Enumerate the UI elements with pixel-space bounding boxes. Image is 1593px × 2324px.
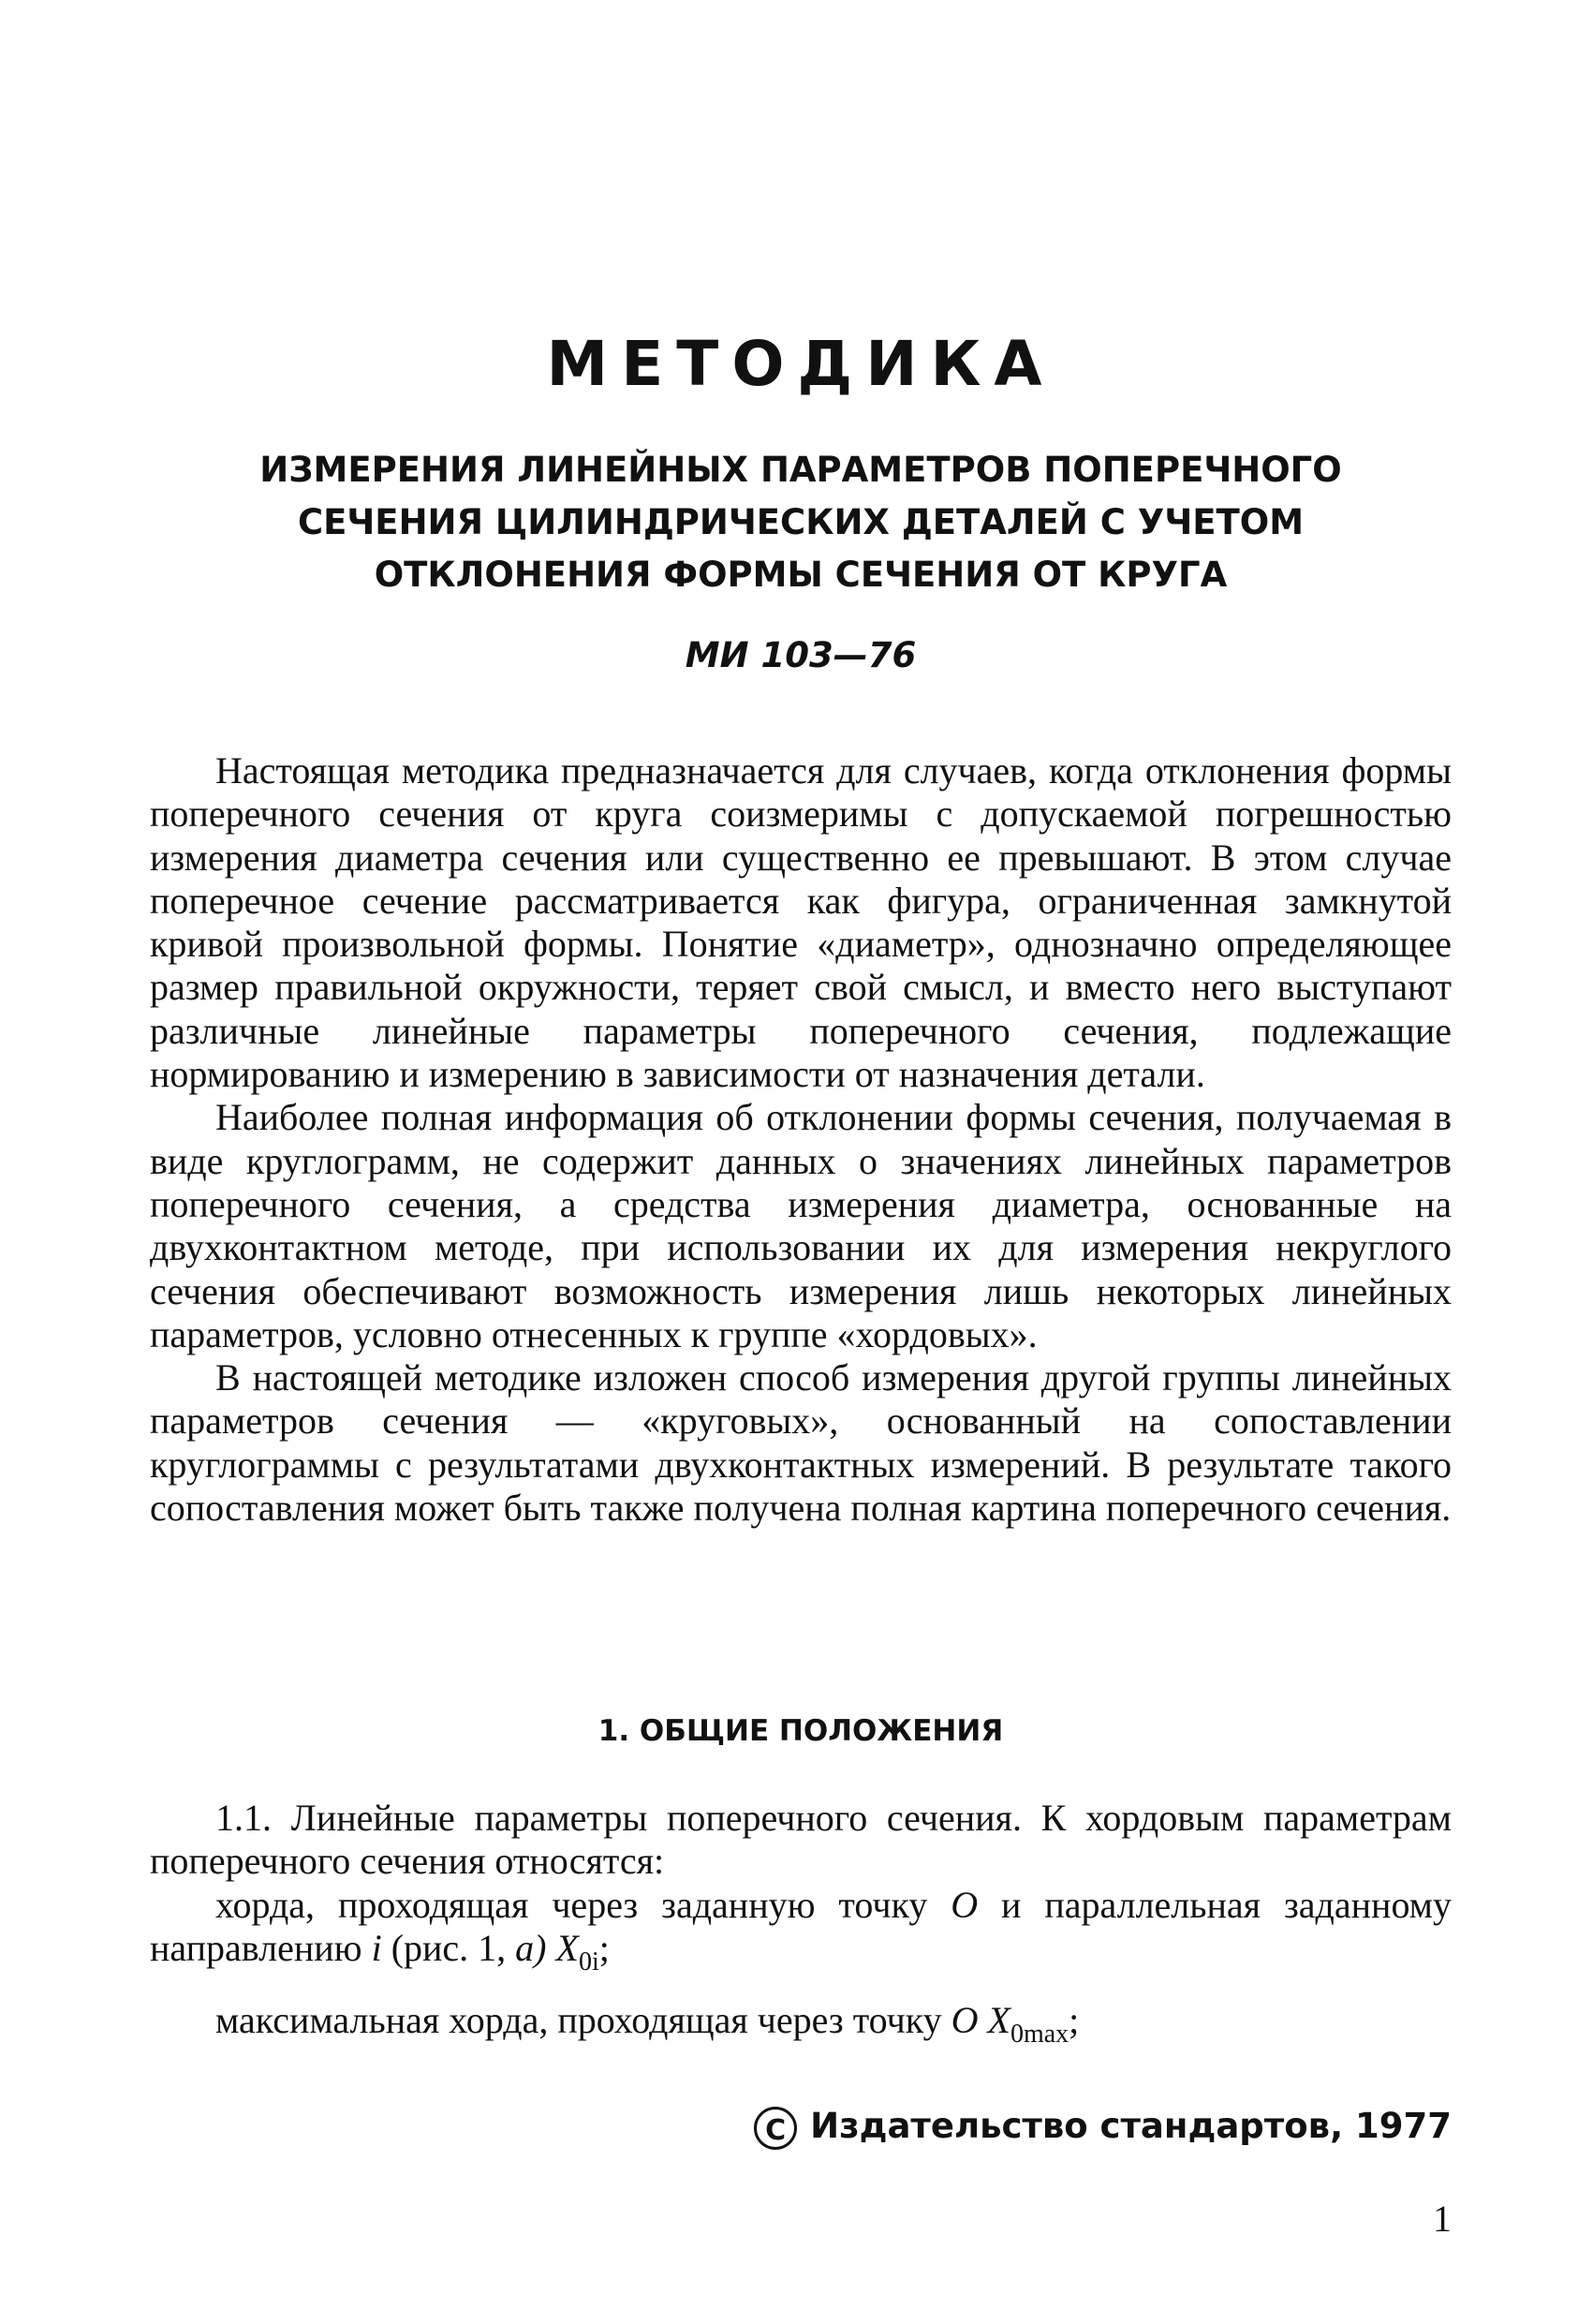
chord-symbol: X	[546, 1926, 579, 1969]
section-text	[150, 1797, 1452, 2062]
point-symbol: O	[951, 1883, 979, 1926]
chord-end: ;	[598, 1926, 610, 1969]
subtitle-line: ИЗМЕРЕНИЯ ЛИНЕЙНЫХ ПАРАМЕТРОВ ПОПЕРЕЧНОГО	[259, 450, 1342, 490]
chord-text-mid: и параллельная заданному направлению	[150, 1883, 1452, 1969]
max-chord-end: ;	[1069, 1999, 1080, 2042]
figure-ref-letter: а)	[515, 1926, 547, 1969]
section-paragraph: 1.1. Линейные параметры поперечного сечения. К хордовым параметрам поперечного сечения относятся:	[150, 1797, 1452, 1883]
document-code: МИ 103—76	[685, 635, 917, 675]
intro-paragraph: Наиболее полная информация об отклонении формы сечения, получаемая в виде круглограмм, не содержит данных о значениях линейных параметров поперечного сечения, а средства измерения диаметра, основанные на двухконтактном методе, при использовании их для измерения некруглого сечения обеспечивают возможность измерения лишь некоторых линейных параметров, условно отнесенных к группе «хордовых».	[150, 1096, 1452, 1355]
section-paragraph-max-chord	[150, 1993, 1452, 2062]
chord-text: хорда, проходящая через заданную точку	[215, 1883, 951, 1926]
document-subtitle	[150, 444, 1452, 601]
section-paragraph-chord	[150, 1884, 1452, 1985]
figure-ref: (рис. 1,	[381, 1926, 516, 1969]
max-chord-text: максимальная хорда, проходящая через точку	[215, 1999, 951, 2042]
copyright-line	[754, 2106, 1452, 2150]
subtitle-line: СЕЧЕНИЯ ЦИЛИНДРИЧЕСКИХ ДЕТАЛЕЙ С УЧЕТОМ	[297, 502, 1305, 542]
direction-symbol: i	[371, 1926, 382, 1969]
copyright-icon: С	[754, 2107, 797, 2150]
section-heading: 1. ОБЩИЕ ПОЛОЖЕНИЯ	[597, 1714, 1004, 1748]
document-page	[150, 0, 1452, 2324]
intro-paragraph: Настоящая методика предназначается для случаев, когда отклонения формы поперечного сечения от круга соизмеримы с допускаемой погрешностью измерения диаметра сечения или существенно ее превышают. В этом случае поперечное сечение рассматривается как фигура, ограниченная замкнутой кривой произвольной формы. Понятие «диаметр», однозначно определяющее размер правильной окружности, теряет свой смысл, и вместо него выступают различные линейные параметры поперечного сечения, подлежащие нормированию и измерению в зависимости от назначения детали.	[150, 749, 1452, 1096]
page-number: 1	[1433, 2198, 1452, 2240]
document-title: МЕТОДИКА	[546, 328, 1055, 400]
intro-paragraph: В настоящей методике изложен способ измерения другой группы линейных параметров сечения — «круговых», основанный на сопоставлении круглограммы с результатами двухконтактных измерений. В результате такого сопоставления может быть также получена полная картина поперечного сечения.	[150, 1356, 1452, 1530]
subtitle-line: ОТКЛОНЕНИЯ ФОРМЫ СЕЧЕНИЯ ОТ КРУГА	[374, 555, 1228, 595]
copyright-text: Издательство стандартов, 1977	[810, 2106, 1452, 2146]
intro-text	[150, 749, 1452, 1530]
chord-subscript: 0i	[578, 1947, 599, 1976]
max-chord-subscript: 0max	[1010, 2020, 1069, 2050]
point-symbol: O	[951, 1999, 979, 2042]
max-chord-symbol: X	[978, 1999, 1010, 2042]
